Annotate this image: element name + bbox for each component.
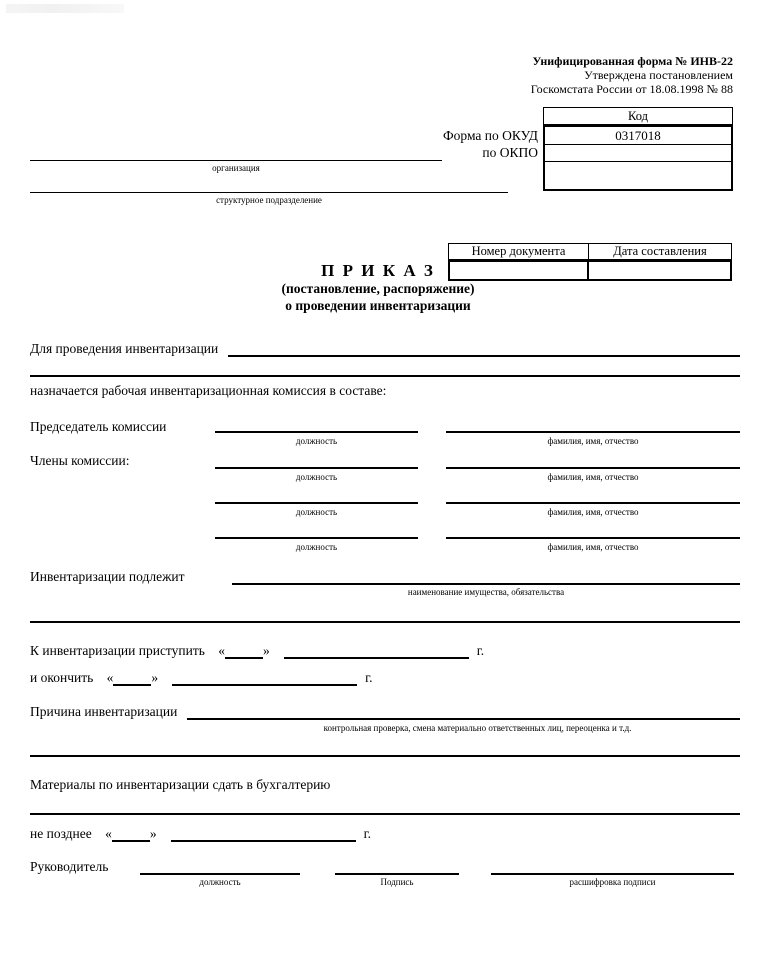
signature-input-line[interactable]	[335, 873, 459, 875]
position-input-line[interactable]	[215, 467, 418, 469]
manager-label: Руководитель	[30, 859, 109, 874]
materials-instruction-text: Материалы по инвентаризации сдать в бухгалтерию	[30, 777, 331, 792]
inventory-purpose-row	[30, 340, 740, 357]
reason-row	[30, 703, 740, 720]
close-quote: »	[149, 826, 157, 841]
reason-input-line[interactable]	[187, 704, 740, 720]
organization-caption: организация	[212, 163, 260, 173]
order-title: П Р И К А З	[321, 261, 435, 280]
start-date-row	[30, 642, 484, 659]
position-caption: должность	[295, 507, 338, 517]
inventory-purpose-label: Для проведения инвентаризации	[30, 341, 219, 356]
deadline-row	[30, 825, 371, 842]
section-divider	[30, 375, 740, 377]
signature-decode-caption: расшифровка подписи	[569, 877, 656, 887]
close-quote: »	[151, 670, 159, 685]
unified-form-title: Унифицированная форма № ИНВ-22	[532, 54, 733, 68]
members-label: Члены комиссии:	[30, 453, 130, 468]
okpo-label: по ОКПО	[482, 145, 538, 160]
fio-input-line[interactable]	[446, 431, 740, 433]
okud-code-value-cell[interactable]: 0317018	[545, 127, 731, 145]
code-header-cell: Код	[543, 107, 733, 125]
end-month-year-input[interactable]	[172, 670, 357, 686]
signature-decode-input-line[interactable]	[491, 873, 734, 875]
okud-form-label: Форма по ОКУД	[442, 128, 538, 143]
start-day-input[interactable]	[225, 643, 263, 659]
manager-position-caption: должность	[199, 877, 241, 887]
end-date-row	[30, 669, 373, 686]
commission-assignment-text: назначается рабочая инвентаризационная комиссия в составе:	[30, 383, 387, 398]
okpo-code-value-cell[interactable]	[545, 145, 731, 162]
reserve-code-cell[interactable]	[545, 162, 731, 187]
deadline-month-year-input[interactable]	[171, 826, 356, 842]
manager-position-input-line[interactable]	[140, 873, 300, 875]
chairman-label: Председатель комиссии	[30, 419, 167, 434]
doc-date-header-cell: Дата составления	[589, 243, 732, 260]
signature-caption: Подпись	[380, 877, 414, 887]
deadline-label: не позднее	[30, 826, 92, 841]
reason-caption: контрольная проверка, смена материально ответственных лиц, переоценка и т.д.	[323, 723, 632, 733]
position-caption: должность	[295, 542, 338, 552]
inventory-subject-caption: наименование имущества, обязательства	[407, 587, 565, 597]
year-suffix: г.	[365, 670, 373, 685]
start-date-label: К инвентаризации приступить	[30, 643, 205, 658]
subdivision-input-line[interactable]	[30, 192, 508, 193]
year-suffix: г.	[476, 643, 485, 658]
deadline-day-input[interactable]	[112, 826, 150, 842]
inventory-subject-input-line[interactable]	[232, 583, 740, 585]
fio-caption: фамилия, имя, отчество	[547, 472, 639, 482]
end-day-input[interactable]	[113, 670, 151, 686]
fio-input-line[interactable]	[446, 502, 740, 504]
approved-by-line: Утверждена постановлением	[584, 68, 733, 82]
inventory-purpose-input-line[interactable]	[228, 341, 740, 357]
fio-caption: фамилия, имя, отчество	[547, 436, 639, 446]
position-caption: должность	[295, 472, 338, 482]
form-approval-header	[360, 54, 733, 96]
doc-number-header-cell: Номер документа	[448, 243, 589, 260]
open-quote: «	[218, 643, 226, 658]
position-input-line[interactable]	[215, 502, 418, 504]
fio-caption: фамилия, имя, отчество	[547, 542, 639, 552]
year-suffix: г.	[363, 826, 371, 841]
faint-watermark	[6, 4, 124, 13]
section-divider	[30, 755, 740, 757]
end-date-label: и окончить	[30, 670, 94, 685]
close-quote: »	[263, 643, 270, 658]
subdivision-caption: структурное подразделение	[216, 195, 322, 205]
order-subtitle: (постановление, распоряжение)	[281, 281, 475, 296]
section-divider	[30, 813, 740, 815]
organization-input-line[interactable]	[30, 160, 442, 161]
fio-input-line[interactable]	[446, 467, 740, 469]
start-month-year-input[interactable]	[284, 643, 469, 659]
position-caption: должность	[295, 436, 338, 446]
doc-number-value-cell[interactable]	[450, 262, 589, 279]
fio-caption: фамилия, имя, отчество	[547, 507, 639, 517]
inventory-subject-label: Инвентаризации подлежит	[30, 569, 185, 584]
section-divider	[30, 621, 740, 623]
open-quote: «	[106, 670, 114, 685]
fio-input-line[interactable]	[446, 537, 740, 539]
position-input-line[interactable]	[215, 431, 418, 433]
doc-date-value-cell[interactable]	[589, 262, 730, 279]
code-table	[543, 125, 733, 191]
position-input-line[interactable]	[215, 537, 418, 539]
order-subject-title: о проведении инвентаризации	[285, 297, 471, 313]
gosstat-line: Госкомстата России от 18.08.1998 № 88	[530, 82, 733, 96]
reason-label: Причина инвентаризации	[30, 704, 178, 719]
document-meta-table	[448, 243, 732, 281]
open-quote: «	[105, 826, 112, 841]
